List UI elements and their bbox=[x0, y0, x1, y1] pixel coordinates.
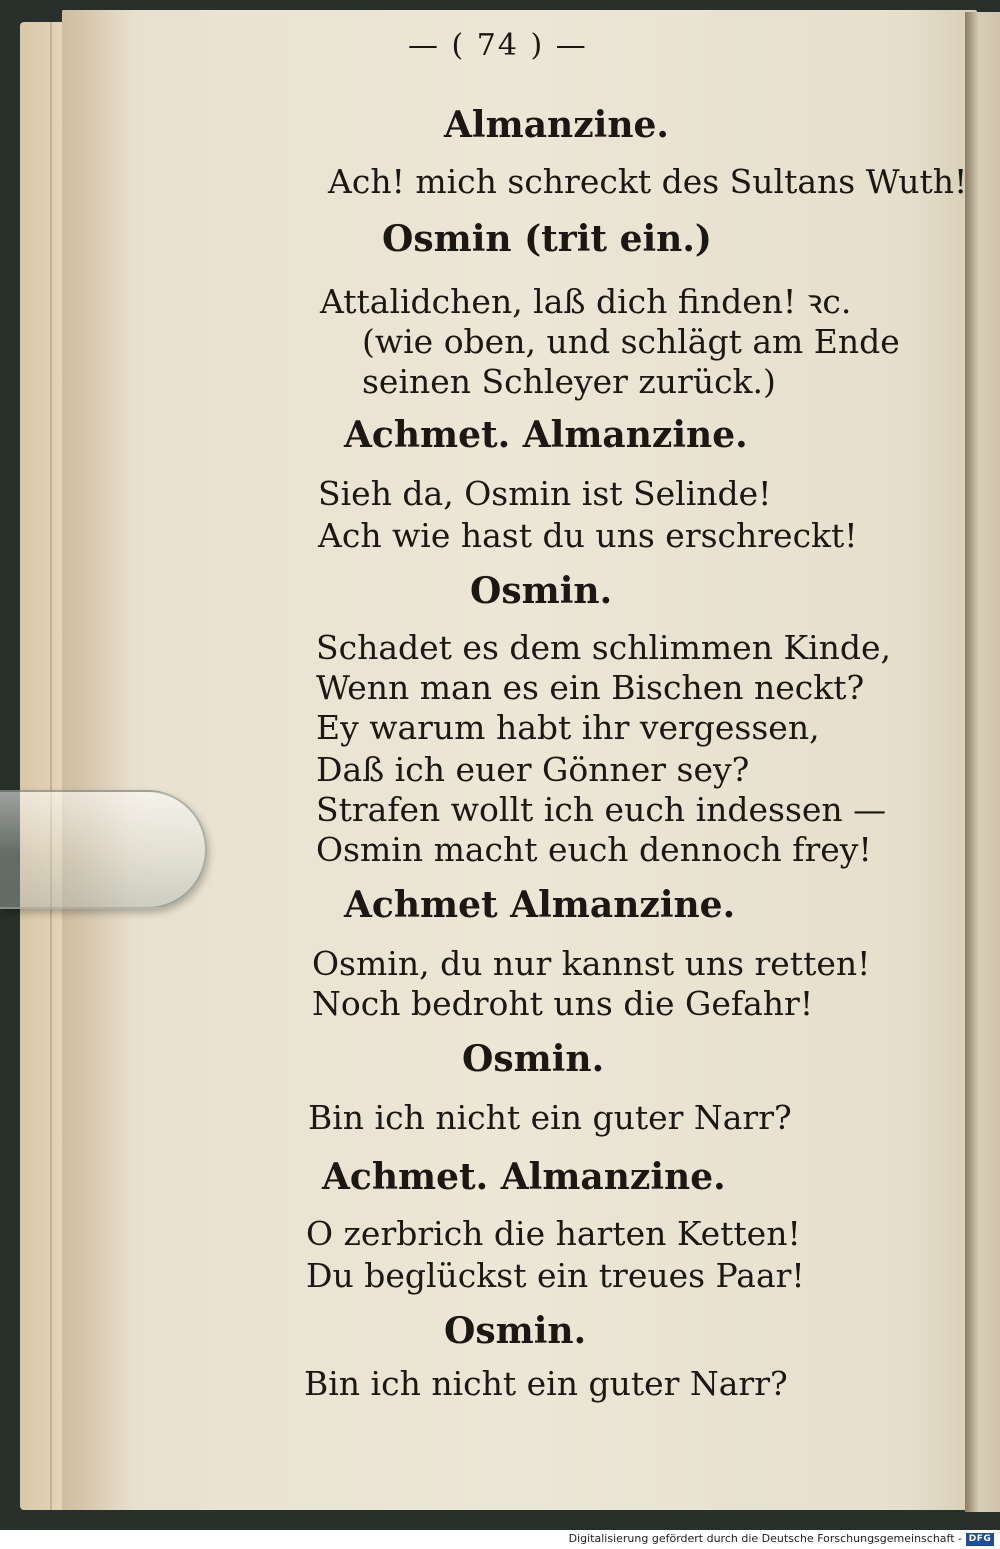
transparent-book-clip bbox=[0, 790, 207, 909]
verse-line: Bin ich nicht ein guter Narr? bbox=[308, 1098, 792, 1137]
verse-line: Attalidchen, laß dich finden! ꝛc. bbox=[320, 282, 852, 321]
speaker-heading: Almanzine. bbox=[444, 104, 669, 146]
verse-line: Schadet es dem schlimmen Kinde, bbox=[316, 628, 892, 667]
speaker-heading: Osmin. bbox=[470, 570, 613, 612]
footer-bar bbox=[0, 1530, 1000, 1549]
page-gutter-shadow bbox=[62, 10, 132, 1510]
verse-line: Osmin, du nur kannst uns retten! bbox=[312, 944, 871, 983]
verse-line: Noch bedroht uns die Gefahr! bbox=[312, 984, 814, 1023]
verse-line: Du beglückst ein treues Paar! bbox=[306, 1256, 805, 1295]
verse-line: Strafen wollt ich euch indessen — bbox=[316, 790, 887, 829]
speaker-heading: Osmin. bbox=[462, 1038, 605, 1080]
verse-line: Ach wie hast du uns erschreckt! bbox=[318, 516, 858, 555]
speaker-heading: Osmin. bbox=[444, 1310, 587, 1352]
next-page-edge bbox=[965, 12, 1000, 1512]
verse-line: Osmin macht euch dennoch frey! bbox=[316, 830, 872, 869]
verse-line: Daß ich euer Gönner sey? bbox=[316, 750, 750, 789]
stage-direction: seinen Schleyer zurück.) bbox=[362, 362, 776, 401]
speaker-heading: Achmet. Almanzine. bbox=[322, 1156, 726, 1198]
speaker-heading: Achmet Almanzine. bbox=[344, 884, 736, 926]
page-number: — ( 74 ) — bbox=[408, 28, 588, 63]
verse-line: Bin ich nicht ein guter Narr? bbox=[304, 1364, 788, 1403]
verse-line: O zerbrich die harten Ketten! bbox=[306, 1214, 801, 1253]
speaker-heading: Osmin (trit ein.) bbox=[382, 218, 712, 260]
verse-line: Ach! mich schreckt des Sultans Wuth! bbox=[328, 162, 968, 201]
speaker-heading: Achmet. Almanzine. bbox=[344, 414, 748, 456]
verse-line: Sieh da, Osmin ist Selinde! bbox=[318, 474, 772, 513]
verse-line: Wenn man es ein Bischen neckt? bbox=[316, 668, 865, 707]
dfg-logo: DFG bbox=[966, 1533, 994, 1546]
verse-line: Ey warum habt ihr vergessen, bbox=[316, 708, 820, 747]
stage-direction: (wie oben, und schlägt am Ende bbox=[362, 322, 900, 361]
funding-notice: Digitalisierung gefördert durch die Deutsche Forschungsgemeinschaft - bbox=[568, 1532, 962, 1545]
